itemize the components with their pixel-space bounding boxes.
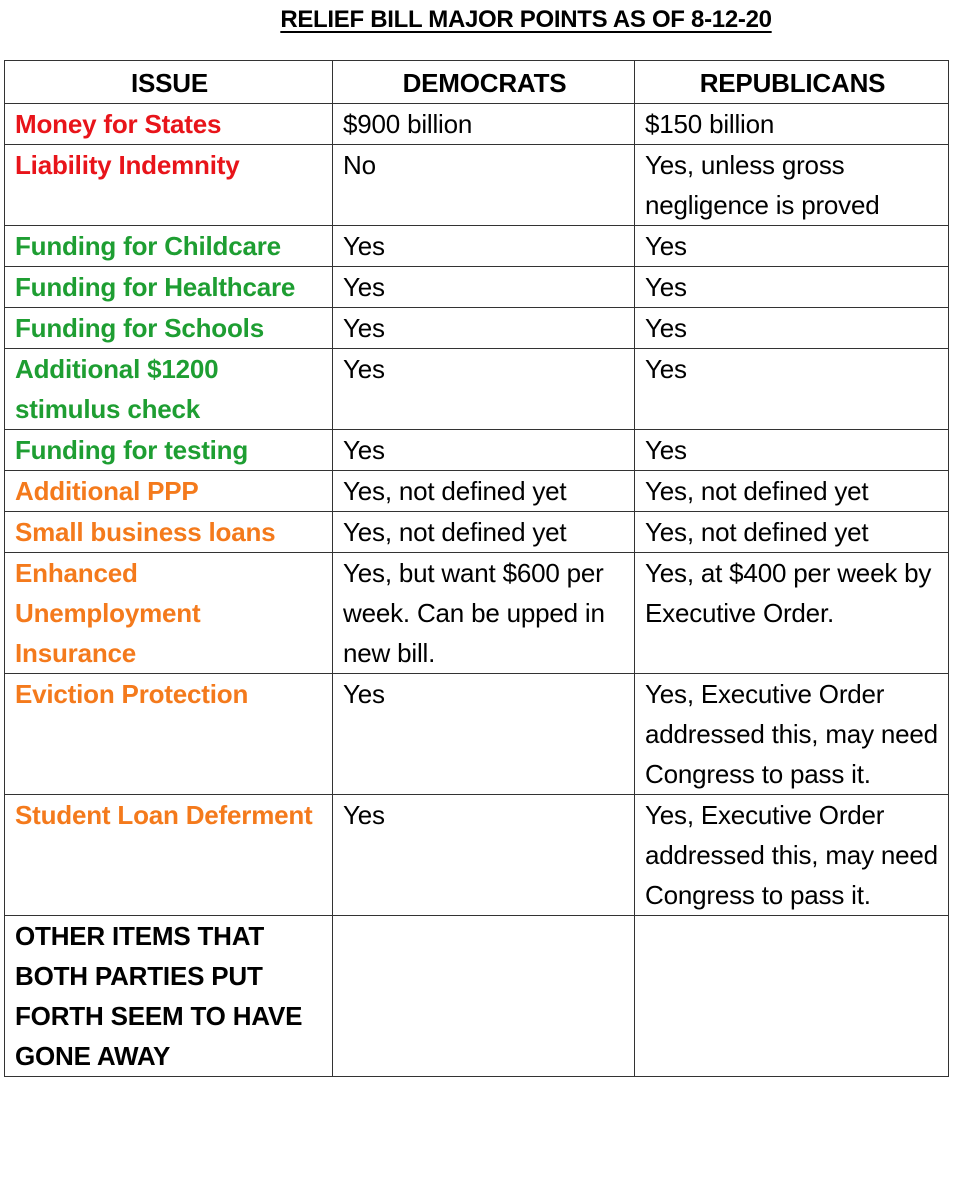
table-row [5,349,949,430]
republicans-cell: Yes, unless gross negligence is proved [635,145,949,226]
document-title-text: RELIEF BILL MAJOR POINTS AS OF 8-12-20 [280,6,772,33]
issue-cell: Funding for Childcare [5,226,333,267]
republicans-cell: Yes [635,308,949,349]
issue-cell: Small business loans [5,512,333,553]
republicans-cell: Yes, Executive Order addressed this, may need Congress to pass it. [635,674,949,795]
issue-cell: Liability Indemnity [5,145,333,226]
republicans-cell: Yes [635,267,949,308]
democrats-cell: Yes [333,349,635,430]
header-issue: ISSUE [5,61,333,104]
republicans-cell: Yes, not defined yet [635,471,949,512]
table-row [5,916,949,1077]
democrats-cell: No [333,145,635,226]
issue-cell: Enhanced Unemployment Insurance [5,553,333,674]
header-row [5,61,949,104]
republicans-cell: Yes [635,430,949,471]
republicans-cell: Yes [635,226,949,267]
document-title [0,6,960,34]
democrats-cell: $900 billion [333,104,635,145]
issue-cell: Student Loan Deferment [5,795,333,916]
republicans-cell: Yes, not defined yet [635,512,949,553]
democrats-cell [333,916,635,1077]
republicans-cell [635,916,949,1077]
table-row [5,795,949,916]
republicans-cell: Yes [635,349,949,430]
republicans-cell: $150 billion [635,104,949,145]
issue-cell: Funding for Schools [5,308,333,349]
table-row [5,512,949,553]
table-row [5,553,949,674]
header-democrats: DEMOCRATS [333,61,635,104]
issue-cell: Eviction Protection [5,674,333,795]
democrats-cell: Yes [333,308,635,349]
republicans-cell: Yes, Executive Order addressed this, may need Congress to pass it. [635,795,949,916]
table-row [5,674,949,795]
issue-cell: Funding for Healthcare [5,267,333,308]
democrats-cell: Yes [333,226,635,267]
header-republicans: REPUBLICANS [635,61,949,104]
democrats-cell: Yes [333,267,635,308]
issue-cell: Funding for testing [5,430,333,471]
democrats-cell: Yes [333,430,635,471]
table-row [5,145,949,226]
democrats-cell: Yes, but want $600 per week. Can be upped in new bill. [333,553,635,674]
table-row [5,267,949,308]
democrats-cell: Yes [333,795,635,916]
table-row [5,104,949,145]
issue-cell: Additional PPP [5,471,333,512]
democrats-cell: Yes, not defined yet [333,512,635,553]
table-row [5,308,949,349]
issue-cell: Additional $1200 stimulus check [5,349,333,430]
table-row [5,471,949,512]
issue-cell: Money for States [5,104,333,145]
table-row [5,430,949,471]
democrats-cell: Yes [333,674,635,795]
relief-bill-table [4,60,949,1077]
republicans-cell: Yes, at $400 per week by Executive Order. [635,553,949,674]
democrats-cell: Yes, not defined yet [333,471,635,512]
table-row [5,226,949,267]
issue-cell: OTHER ITEMS THAT BOTH PARTIES PUT FORTH SEEM TO HAVE GONE AWAY [5,916,333,1077]
